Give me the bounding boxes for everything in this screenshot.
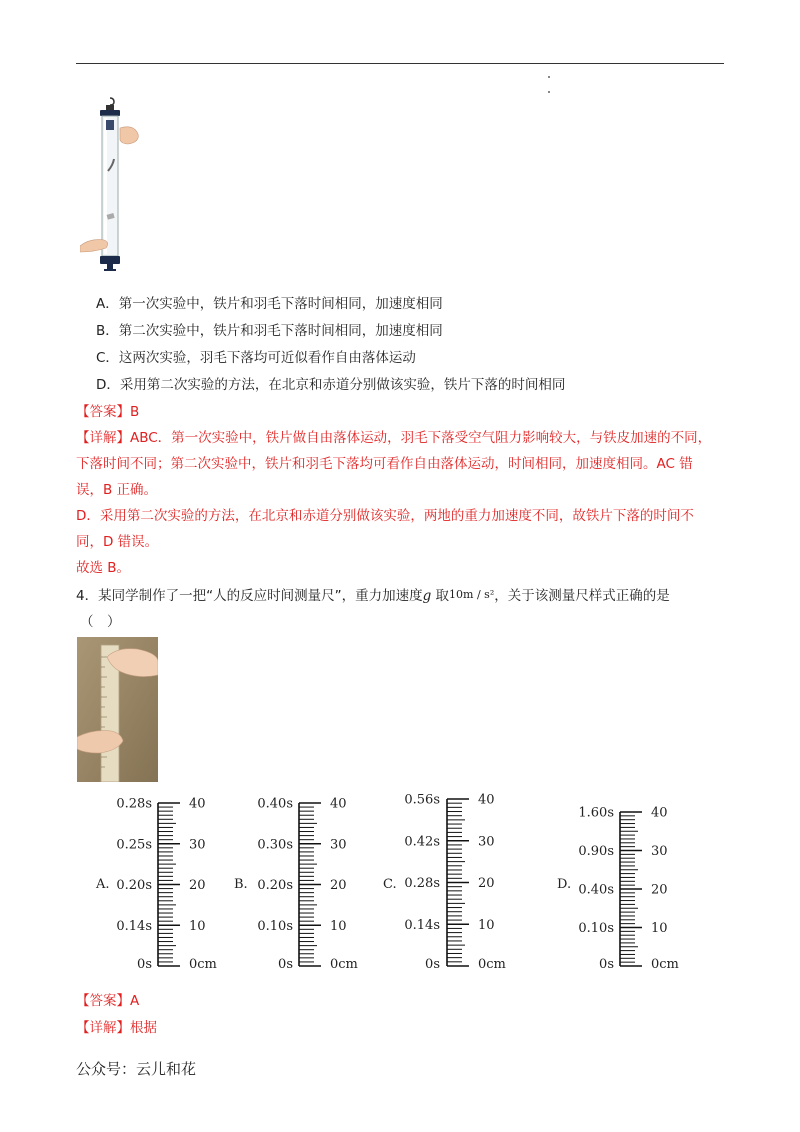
footer-account: 公众号：云儿和花 (76, 1060, 197, 1078)
ruler-time-label: 0.30s (257, 837, 293, 853)
q3-detail-line: 误，B 正确。 (76, 482, 158, 498)
ruler-b (299, 803, 321, 966)
ruler-time-label: 0s (278, 957, 293, 972)
q4-g-symbol: g (422, 588, 432, 604)
q3-option-b: B．第二次实验中，铁片和羽毛下落时间相同，加速度相同 (96, 323, 443, 339)
ruler-cm-label: 40 (651, 805, 668, 821)
header-dot (548, 91, 550, 93)
q3-detail-line: 下落时间不同；第二次实验中，铁片和羽毛下落均可看作自由落体运动，时间相同，加速度相同。AC 错 (76, 456, 693, 472)
ruler-option-letter: C. (383, 877, 397, 892)
ruler-cm-label: 20 (189, 878, 206, 893)
ruler-cm-label: 40 (330, 796, 347, 812)
ruler-cm-label: 10 (330, 918, 347, 934)
q4-detail: 【详解】根据 (76, 1020, 157, 1036)
ruler-time-label: 0.20s (116, 878, 152, 893)
ruler-options (0, 790, 800, 980)
ruler-cm-label: 0cm (330, 957, 358, 972)
ruler-option-letter: B. (234, 877, 248, 892)
ruler-cm-label: 10 (651, 921, 668, 936)
ruler-cm-label: 30 (330, 837, 347, 853)
ruler-cm-label: 20 (330, 878, 347, 893)
ruler-time-label: 0.56s (404, 792, 440, 808)
ruler-time-label: 0.40s (578, 882, 614, 898)
q3-option-d: D．采用第二次实验的方法，在北京和赤道分别做该实验，铁片下落的时间相同 (96, 377, 566, 393)
ruler-time-label: 0.14s (404, 917, 440, 933)
vacuum-tube-illustration (80, 96, 140, 276)
ruler-c (447, 799, 469, 966)
header-dot (548, 76, 550, 78)
ruler-cm-label: 40 (189, 796, 206, 812)
ruler-time-label: 1.60s (578, 805, 614, 821)
ruler-time-label: 0s (425, 957, 440, 972)
ruler-cm-label: 10 (189, 918, 206, 934)
q3-detail-line: 同，D 错误。 (76, 534, 159, 550)
ruler-cm-label: 0cm (189, 957, 217, 972)
ruler-cm-label: 30 (478, 834, 495, 850)
ruler-time-label: 0s (599, 957, 614, 972)
ruler-cm-label: 20 (651, 882, 668, 898)
ruler-time-label: 0.40s (257, 796, 293, 812)
ruler-cm-label: 10 (478, 917, 495, 933)
ruler-time-label: 0.20s (257, 878, 293, 893)
q4-answer: 【答案】A (76, 993, 140, 1009)
q4-take: 取 (431, 588, 450, 604)
ruler-time-label: 0.25s (116, 837, 152, 853)
ruler-time-label: 0.28s (404, 876, 440, 891)
ruler-time-label: 0.28s (116, 796, 152, 812)
q4-g-value: 10m / s² (449, 588, 495, 601)
ruler-cm-label: 20 (478, 876, 495, 891)
q4-text-after: ，关于该测量尺样式正确的是 (494, 588, 670, 604)
ruler-time-label: 0.42s (404, 834, 440, 850)
ruler-time-label: 0.14s (116, 918, 152, 934)
ruler-d (620, 812, 642, 966)
ruler-time-label: 0.10s (257, 918, 293, 934)
ruler-cm-label: 30 (189, 837, 206, 853)
ruler-photo (77, 637, 158, 782)
ruler-a (158, 803, 180, 966)
q3-detail-line: 故选 B。 (76, 560, 131, 576)
ruler-time-label: 0.10s (578, 921, 614, 936)
q3-answer: 【答案】B (76, 404, 140, 420)
ruler-cm-label: 0cm (478, 957, 506, 972)
q3-detail-line: D．采用第二次实验的方法，在北京和赤道分别做该实验，两地的重力加速度不同，故铁片下落的时间不 (76, 508, 694, 524)
ruler-option-letter: D. (557, 877, 572, 892)
header-rule (76, 63, 724, 64)
q4-number: 4． (76, 588, 99, 604)
q4-stem (76, 584, 670, 604)
ruler-time-label: 0.90s (578, 844, 614, 859)
ruler-options-svg (0, 790, 800, 980)
q3-detail-line: 【详解】ABC．第一次实验中，铁片做自由落体运动，羽毛下落受空气阻力影响较大，与铁皮加速的不同， (76, 430, 712, 446)
q4-text: 某同学制作了一把“人的反应时间测量尺”，重力加速度 (98, 588, 423, 604)
q3-option-a: A．第一次实验中，铁片和羽毛下落时间相同，加速度相同 (96, 296, 443, 312)
ruler-cm-label: 40 (478, 792, 495, 808)
ruler-cm-label: 0cm (651, 957, 679, 972)
q3-option-c: C．这两次实验，羽毛下落均可近似看作自由落体运动 (96, 350, 416, 366)
ruler-cm-label: 30 (651, 844, 668, 859)
q4-paren: （ ） (80, 614, 121, 630)
ruler-time-label: 0s (137, 957, 152, 972)
ruler-option-letter: A. (96, 877, 110, 892)
